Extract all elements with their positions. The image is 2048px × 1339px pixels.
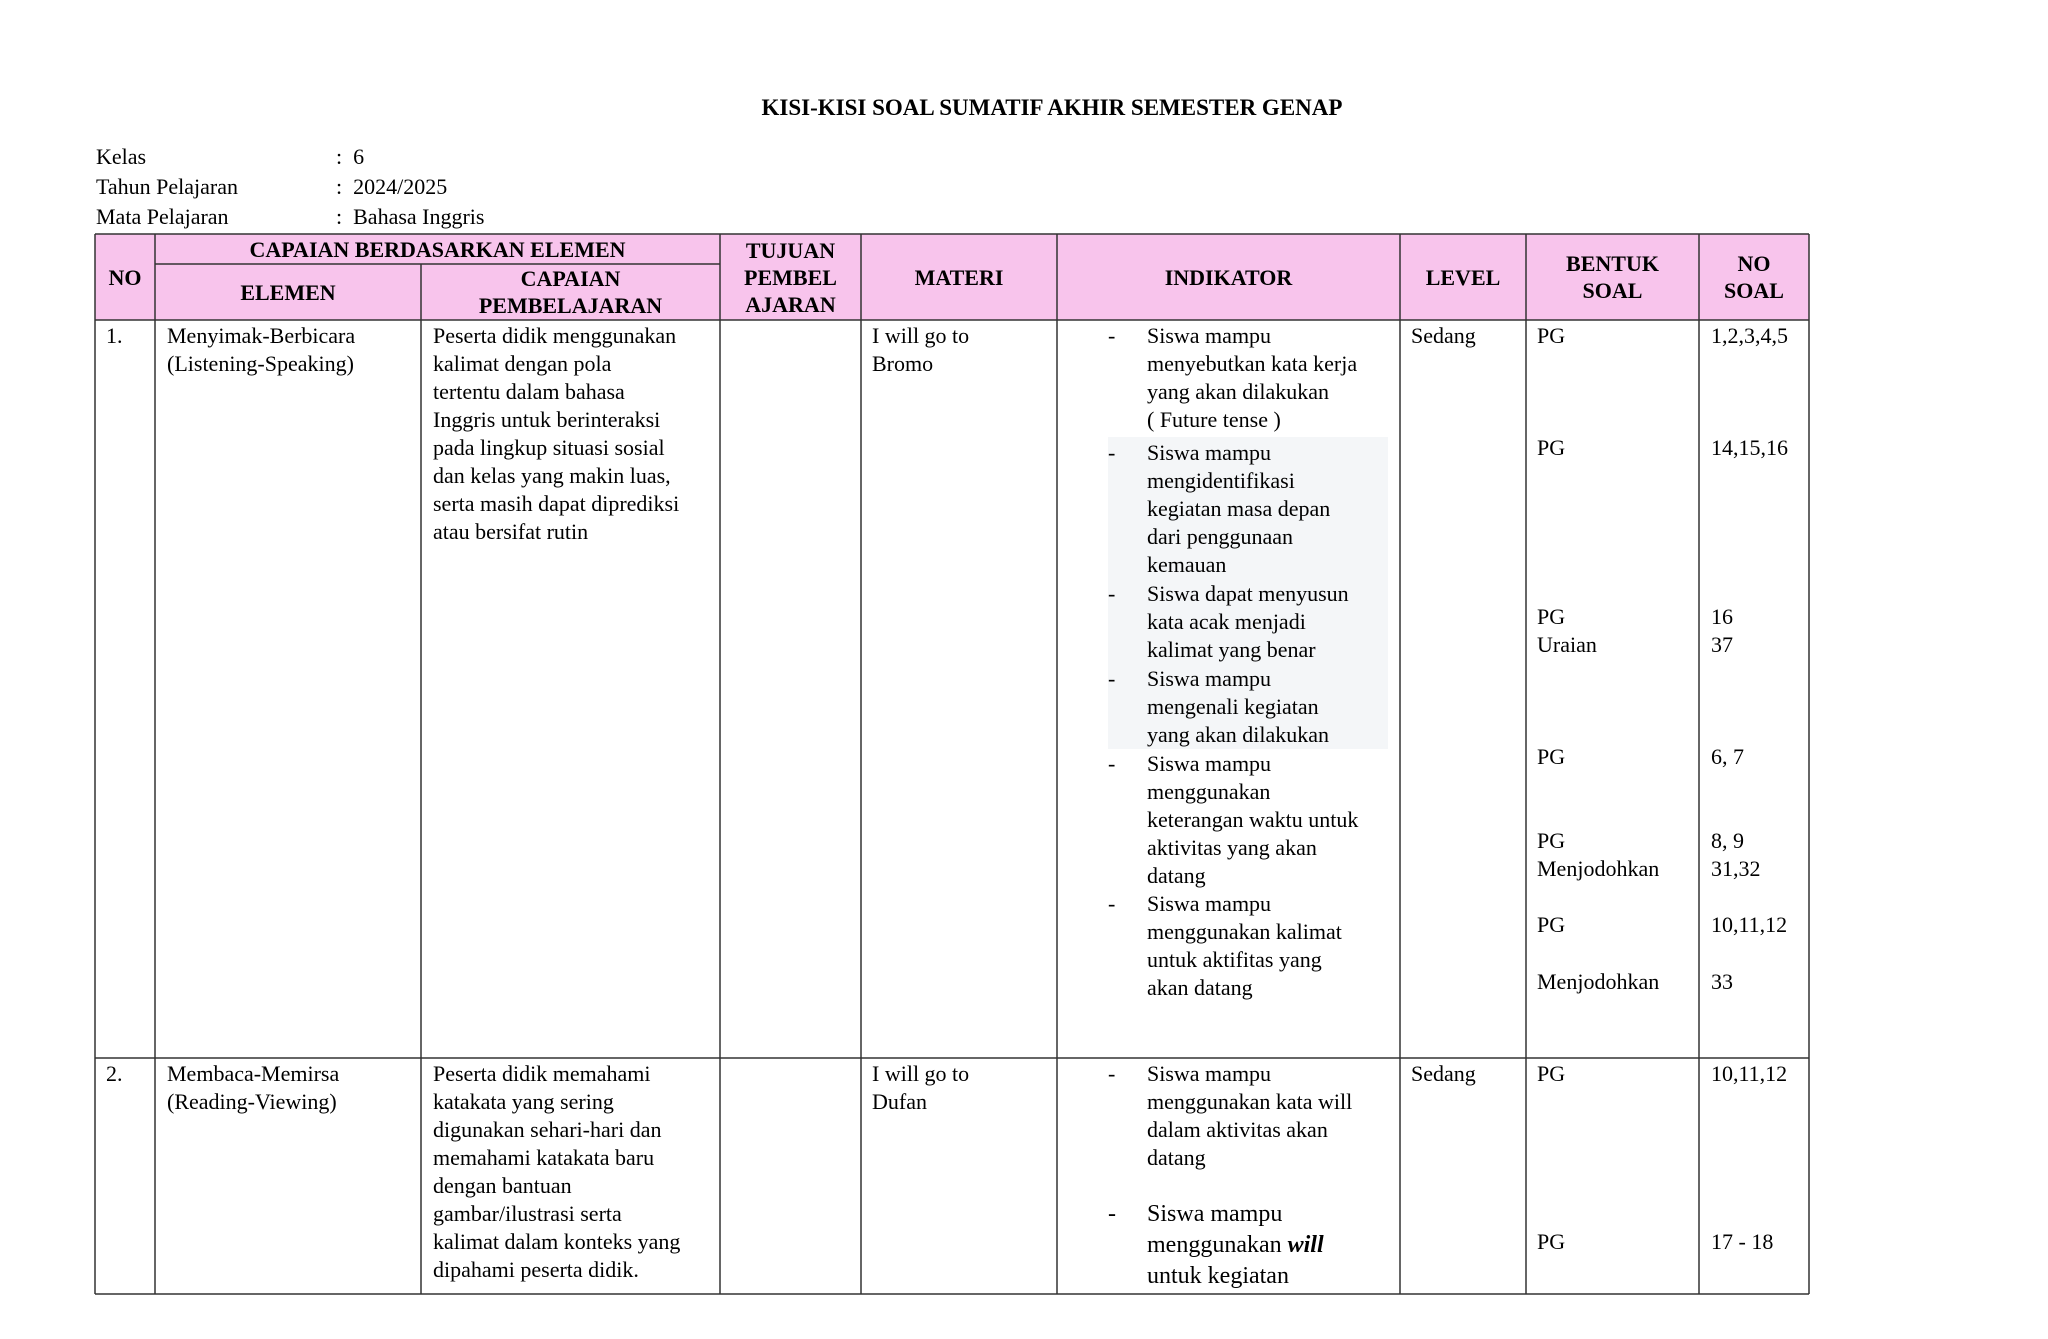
row1-elemen-line: (Listening-Speaking) xyxy=(167,351,354,376)
row1-capaian-line: dan kelas yang makin luas, xyxy=(433,463,671,488)
row2-elemen-line: Membaca-Memirsa xyxy=(167,1061,340,1086)
row1-no-soal: 33 xyxy=(1711,969,1733,994)
header-level: LEVEL xyxy=(1425,264,1501,290)
indikator-line-pre: menggunakan xyxy=(1147,1232,1288,1258)
row2-capaian-line: kalimat dalam konteks yang xyxy=(433,1229,681,1254)
row1-materi xyxy=(872,322,969,378)
indikator-line: Siswa mampu xyxy=(1147,666,1272,691)
row1-capaian-line: serta masih dapat diprediksi xyxy=(433,491,680,516)
indikator-text xyxy=(1147,1199,1324,1292)
row1-materi-line: Bromo xyxy=(872,351,934,376)
header-capaian-line2: PEMBELAJARAN xyxy=(478,293,663,318)
indikator-text xyxy=(1147,439,1330,579)
header-tujuan-line2: PEMBEL xyxy=(744,264,837,290)
row1-bentuk: PG xyxy=(1537,435,1566,460)
row1-no-soal: 16 xyxy=(1711,604,1733,629)
indikator-line: dari penggunaan xyxy=(1147,524,1293,549)
row1-elemen xyxy=(167,322,355,378)
meta-label-kelas: Kelas xyxy=(96,144,147,169)
row1-capaian-line: pada lingkup situasi sosial xyxy=(433,435,665,460)
header-tujuan-line1: TUJUAN xyxy=(745,237,836,263)
row1-capaian-line: kalimat dengan pola xyxy=(433,351,612,376)
row2-capaian-line: digunakan sehari-hari dan xyxy=(433,1117,662,1142)
row1-bentuk: PG xyxy=(1537,323,1566,348)
header-nosoal-line2: SOAL xyxy=(1724,278,1784,303)
row1-materi-line: I will go to xyxy=(872,323,970,348)
indikator-item xyxy=(1108,665,1398,749)
indikator-line: Siswa mampu xyxy=(1147,891,1272,916)
header-no-soal xyxy=(1699,234,1809,320)
indikator-line: menggunakan kalimat xyxy=(1147,919,1342,944)
row2-materi xyxy=(872,1060,969,1116)
row2-capaian-line: katakata yang sering xyxy=(433,1089,614,1114)
header-indikator: INDIKATOR xyxy=(1164,264,1293,290)
meta-value-kelas: : 6 xyxy=(336,144,365,169)
row1-level: Sedang xyxy=(1411,323,1476,348)
indikator-line: Siswa mampu xyxy=(1147,1201,1283,1227)
indikator-dash: - xyxy=(1108,440,1116,465)
indikator-item xyxy=(1108,1199,1398,1293)
row2-elemen xyxy=(167,1060,339,1116)
header-elemen: ELEMEN xyxy=(240,279,336,305)
row1-capaian-line: atau bersifat rutin xyxy=(433,519,589,544)
header-no: NO xyxy=(108,264,142,290)
indikator-line: menggunakan xyxy=(1147,779,1271,804)
row2-no-soal: 10,11,12 xyxy=(1711,1061,1788,1086)
indikator-text xyxy=(1147,890,1342,1002)
header-capaian-group: CAPAIAN BERDASARKAN ELEMEN xyxy=(249,236,626,262)
header-tujuan xyxy=(720,234,861,320)
meta-value-kelas-text: 6 xyxy=(353,144,365,169)
header-bentuk-line2: SOAL xyxy=(1582,278,1643,303)
meta-value-tahun-text: 2024/2025 xyxy=(353,174,448,199)
indikator-line: menyebutkan kata kerja xyxy=(1147,351,1358,376)
row1-bentuk: Menjodohkan xyxy=(1537,856,1660,881)
row2-elemen-line: (Reading-Viewing) xyxy=(167,1089,337,1114)
row1-no-soal: 31,32 xyxy=(1711,856,1761,881)
row2-capaian-line: gambar/ilustrasi serta xyxy=(433,1201,622,1226)
row2-materi-line: Dufan xyxy=(872,1089,927,1114)
meta-value-mapel: : Bahasa Inggris xyxy=(336,204,485,229)
row1-elemen-line: Menyimak-Berbicara xyxy=(167,323,356,348)
header-nosoal-line1: NO xyxy=(1737,251,1771,276)
row1-bentuk: Menjodohkan xyxy=(1537,969,1660,994)
meta-value-tahun: : 2024/2025 xyxy=(336,174,448,199)
indikator-line: yang akan dilakukan xyxy=(1147,722,1330,747)
row2-no: 2. xyxy=(106,1061,123,1086)
row1-capaian-line: Peserta didik menggunakan xyxy=(433,323,677,348)
row1-bentuk: PG xyxy=(1537,744,1566,769)
row1-bentuk: PG xyxy=(1537,604,1566,629)
indikator-item xyxy=(1108,750,1398,890)
meta-value-mapel-text: Bahasa Inggris xyxy=(353,204,485,229)
indikator-line: Siswa mampu xyxy=(1147,440,1272,465)
row1-no-soal: 37 xyxy=(1711,632,1733,657)
indikator-dash: - xyxy=(1108,1201,1116,1227)
row1-no-soal: 10,11,12 xyxy=(1711,912,1788,937)
row2-materi-line: I will go to xyxy=(872,1061,970,1086)
indikator-line: mengenali kegiatan xyxy=(1147,694,1319,719)
row2-capaian-line: dipahami peserta didik. xyxy=(433,1257,639,1282)
indikator-text xyxy=(1147,665,1329,749)
indikator-dash: - xyxy=(1108,666,1116,691)
row1-no-soal: 8, 9 xyxy=(1711,828,1744,853)
indikator-line: mengidentifikasi xyxy=(1147,468,1295,493)
indikator-dash: - xyxy=(1108,891,1116,916)
indikator-line: dalam aktivitas akan xyxy=(1147,1117,1328,1142)
row1-capaian-line: Inggris untuk berinteraksi xyxy=(433,407,661,432)
indikator-emphasis: will xyxy=(1287,1232,1324,1258)
indikator-item xyxy=(1108,322,1398,434)
indikator-item xyxy=(1108,890,1398,1002)
row1-no-soal: 6, 7 xyxy=(1711,744,1744,769)
row1-bentuk: PG xyxy=(1537,828,1566,853)
header-capaian xyxy=(421,264,720,320)
row2-capaian xyxy=(433,1060,680,1284)
row2-bentuk: PG xyxy=(1537,1061,1566,1086)
indikator-text xyxy=(1147,750,1358,890)
row1-no: 1. xyxy=(106,323,123,348)
indikator-line: kalimat yang benar xyxy=(1147,637,1316,662)
indikator-line: datang xyxy=(1147,1145,1206,1170)
row2-bentuk: PG xyxy=(1537,1229,1566,1254)
row1-no-soal: 1,2,3,4,5 xyxy=(1711,323,1788,348)
header-bentuk-soal xyxy=(1526,234,1699,320)
row2-no-soal: 17 - 18 xyxy=(1711,1229,1774,1254)
row2-capaian-line: dengan bantuan xyxy=(433,1173,572,1198)
header-bentuk-line1: BENTUK xyxy=(1566,251,1659,276)
indikator-line: untuk aktifitas yang xyxy=(1147,947,1322,972)
indikator-text xyxy=(1147,580,1349,664)
page-title: KISI-KISI SOAL SUMATIF AKHIR SEMESTER GENAP xyxy=(761,95,1343,120)
indikator-line: Siswa dapat menyusun xyxy=(1147,581,1349,606)
indikator-line: datang xyxy=(1147,863,1206,888)
indikator-line: keterangan waktu untuk xyxy=(1147,807,1359,832)
indikator-line: yang akan dilakukan xyxy=(1147,379,1330,404)
header-tujuan-line3: AJARAN xyxy=(745,291,836,317)
row2-capaian-line: memahami katakata baru xyxy=(433,1145,655,1170)
indikator-dash: - xyxy=(1108,751,1116,776)
meta-label-tahun: Tahun Pelajaran xyxy=(96,174,239,199)
header-materi: MATERI xyxy=(914,264,1004,290)
indikator-dash: - xyxy=(1108,581,1116,606)
row1-capaian xyxy=(433,322,679,546)
indikator-line xyxy=(1147,1230,1324,1261)
indikator-text xyxy=(1147,1060,1352,1172)
indikator-line: ( Future tense ) xyxy=(1147,407,1281,432)
row2-capaian-line: Peserta didik memahami xyxy=(433,1061,651,1086)
row1-bentuk: Uraian xyxy=(1537,632,1597,657)
row2-level: Sedang xyxy=(1411,1061,1476,1086)
indikator-item xyxy=(1108,1060,1398,1172)
indikator-line: akan datang xyxy=(1147,975,1253,1000)
indikator-line: untuk kegiatan xyxy=(1147,1263,1289,1289)
indikator-line: Siswa mampu xyxy=(1147,1061,1272,1086)
indikator-line: Siswa mampu xyxy=(1147,751,1272,776)
meta-label-mapel: Mata Pelajaran xyxy=(96,204,229,229)
indikator-line: menggunakan kata will xyxy=(1147,1089,1353,1114)
row1-no-soal: 14,15,16 xyxy=(1711,435,1788,460)
row1-bentuk: PG xyxy=(1537,912,1566,937)
indikator-line: kata acak menjadi xyxy=(1147,609,1306,634)
indikator-line: aktivitas yang akan xyxy=(1147,835,1317,860)
indikator-dash: - xyxy=(1108,1061,1116,1086)
header-capaian-line1: CAPAIAN xyxy=(520,266,621,291)
indikator-line: Siswa mampu xyxy=(1147,323,1272,348)
indikator-item xyxy=(1108,439,1398,579)
indikator-text xyxy=(1147,322,1357,434)
row1-capaian-line: tertentu dalam bahasa xyxy=(433,379,625,404)
indikator-item xyxy=(1108,580,1398,664)
indikator-dash: - xyxy=(1108,323,1116,348)
indikator-line: kemauan xyxy=(1147,552,1227,577)
indikator-line: kegiatan masa depan xyxy=(1147,496,1331,521)
